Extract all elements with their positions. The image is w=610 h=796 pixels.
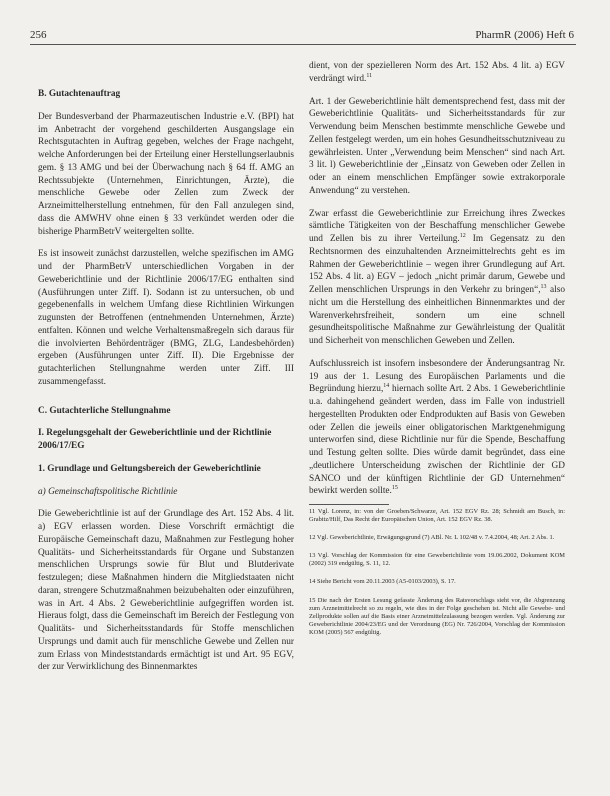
footnote: 15 Die nach der Ersten Lesung gefasste Änderung des Ratsvorschlags sieht vor, die Abgrenzung zum Arzneimittelrecht so zu regeln, wie dies in der Folge geschehen ist. Nicht alle Gewebe- und Zellprodukte sollen auf die Basis einer Arzneimittelzulassung bezogen werden. Vgl. Änderung zur Geweberichtlinie 2004/23/EG und der Verordnung (EG) Nr. 726/2004, Vorschlag der Kommission KOM (2005) 567 endgültig.	[309, 596, 565, 636]
footnote-ref: 14	[383, 383, 390, 390]
right-column	[309, 60, 565, 647]
paragraph: Art. 1 der Geweberichtlinie hält dementsprechend fest, dass mit der Geweberichtlinie Qualitäts- und Sicherheitsstandards für zur Verwendung beim Menschen bestimmte menschliche Gewebe und Zellen festgelegt werden, um ein hohes Gesundheitsschutzniveau zu gewährleisten. Unter „Verwendung beim Menschen“ sind nach Art. 3 lit. l) Geweberichtlinie der „Einsatz von Geweben oder Zellen in oder an einem menschlichen Empfänger sowie extrakorporale Anwendung“ zu verstehen.	[309, 96, 565, 196]
footnote-ref: 13	[540, 283, 547, 290]
section-heading-b: B. Gutachtenauftrag	[38, 89, 121, 99]
paragraph: Die Geweberichtlinie ist auf der Grundlage des Art. 152 Abs. 4 lit. a) EGV erlassen worden. Diese Vorschrift ermächtigt die Europäische Gemeinschaft dazu, Maßnahmen zur Festlegung hoher Qualitäts- und Sicherheitsstandards für Organe und Substanzen menschlichen Ursprungs sowie für Blut und Blutderivate festzulegen; diese Maßnahmen hindern die Mitgliedstaaten nicht daran, strengere Schutzmaßnahmen beizubehalten oder einzuführen, was in Art. 4 Abs. 2 Geweberichtlinie aufgegriffen worden ist. Hieraus folgt, dass die Gemeinschaft im Bereich der Festlegung von Qualitäts- und Sicherheitsstandards für Stoffe menschlichen Ursprungs und damit auch für menschliche Gewebe und Zellen nur zum Erlass von Mindeststandards ermächtigt ist und Art. 95 EGV, der zur Verwirklichung des Binnenmarktes	[38, 509, 294, 673]
paragraph: dient, von der spezielleren Norm des Art. 152 Abs. 4 lit. a) EGV verdrängt wird.$^{11}$	[309, 61, 565, 84]
paragraph: Aufschlussreich ist insofern insbesondere der Änderungsantrag Nr. 19 aus der 1. Lesung des Europäischen Parlaments und die Begründung hierzu,$^{14}$ hiernach sollte Art. 2 Abs. 1 Geweberichtlinie u.a. dahingehend geändert werden, dass im Falle von industriell hergestellten Produkten oder Endprodukten auf Basis von Geweben oder Zellen die jeweils einer obligatorischen Marktgenehmigung unterworfen sind, diese Richtlinie nur für die Spende, Beschaffung und Testung gelten sollte. Dies würde damit begründet, dass eine „deutlichere Unterscheidung zwischen der Richtlinie der GD SANCO und der künftigen Richtlinie der GD Unternehmen“ bewirkt werden sollte.$^{15}$	[309, 358, 565, 497]
paragraph: Der Bundesverband der Pharmazeutischen Industrie e.V. (BPI) hat im Anbetracht der vorgehend geschilderten Ausgangslage ein Rechtsgutachten in Auftrag gegeben, welches der Frage nachgeht, welche Anforderungen bei der Erteilung einer Herstellungserlaubnis gem. § 13 AMG und bei der Überwachung nach § 64 ff. AMG an Rechtssubjekte (Unternehmen, Einrichtungen, Ärzte), die menschliche Gewebe oder Zellen zum Zweck der Arzneimittelherstellung entnehmen, für den Fall anzulegen sind, dass die AMWHV ohne einen § 33 verkündet werden oder die bisherige PharmBetrV weitergelten sollte.	[38, 111, 294, 237]
footnote: 12 Vgl. Geweberichtlinie, Erwägungsgrund (7) ABl. Nr. L 102/48 v. 7.4.2004, 48; Art. 2 Abs. 1.	[309, 534, 555, 542]
footnote-ref: 15	[391, 485, 398, 492]
footnote: 11 Vgl. Lorenz, in: von der Groeben/Schwarze, Art. 152 EGV Rz. 28; Schmidt am Busch, in: Grabitz/Hilf, Das Recht der Europäischen Union, Art. 152 EGV Rz. 38.	[309, 508, 565, 524]
section-heading-c: C. Gutachterliche Stellungnahme	[38, 405, 171, 416]
subsection-heading-i: I. Regelungsgehalt der Geweberichtlinie und der Richtlinie 2006/17/EG	[38, 428, 272, 451]
footnote: 13 Vgl. Vorschlag der Kommission für eine Geweberichtlinie vom 19.06.2002, Dokument KOM (2002) 319 endgültig, S. 11, 12.	[309, 552, 565, 568]
subsection-heading-a: a) Gemeinschaftspolitische Richtlinie	[38, 486, 178, 497]
left-column	[38, 88, 294, 674]
footnote-rule	[309, 504, 389, 505]
footnote-ref: 11	[366, 72, 373, 79]
footnote-ref: 12	[459, 232, 466, 239]
footnote: 14 Siehe Bericht vom 20.11.2003 (A5-0103/2003), S. 17.	[309, 578, 456, 586]
header-rule	[30, 44, 576, 45]
running-header: PharmR (2006) Heft 6	[475, 29, 574, 41]
page-number: 256	[30, 29, 47, 41]
paragraph: Zwar erfasst die Geweberichtlinie zur Erreichung ihres Zweckes sämtliche Tätigkeiten von der Beschaffung menschlicher Gewebe und Zellen bis zu ihrer Verteilung.$^{12}$ Im Gegensatz zu den Rechtsnormen des einzuhaltenden Arzneimittelrechts geht es im Rahmen der Geweberichtlinie – wegen ihrer Grundlegung auf Art. 152 Abs. 4 lit. a) EGV – jedoch „nicht primär darum, Gewebe und Zellen menschlichen Ursprungs in den Verkehr zu bringen“,$^{13}$ also nicht um die Herstellung des einheitlichen Binnenmarktes und der Warenverkehrsfreiheit, sondern um eine schnell gesundheitspolitische Maßnahme zur Gewährleistung der Qualität und Sicherheit von menschlichen Geweben und Zellen.	[309, 208, 565, 346]
subsection-heading-1: 1. Grundlage und Geltungsbereich der Geweberichtlinie	[38, 463, 261, 474]
paragraph: Es ist insoweit zunächst darzustellen, welche spezifischen im AMG und der PharmBetrV unterschiedlichen Vorgaben in der Geweberichtlinie und der Richtlinie 2006/17/EG enthalten sind (Ausführungen unter Ziff. I). Sodann ist zu untersuchen, ob und gegebenenfalls in welchem Umfang diese Richtlinien Wirkungen zugunsten der Betroffenen (entnehmenden Unternehmen, Ärzte) entfalten. Können und welche Verhaltensmaßregeln sich daraus für die involvierten Behördenträger (BMG, ZLG, Landesbehörden) ergeben (Ausführungen unter Ziff. II). Die Ergebnisse der gutachterlichen Stellungnahme werden unter Ziff. III zusammengefasst.	[38, 249, 294, 387]
